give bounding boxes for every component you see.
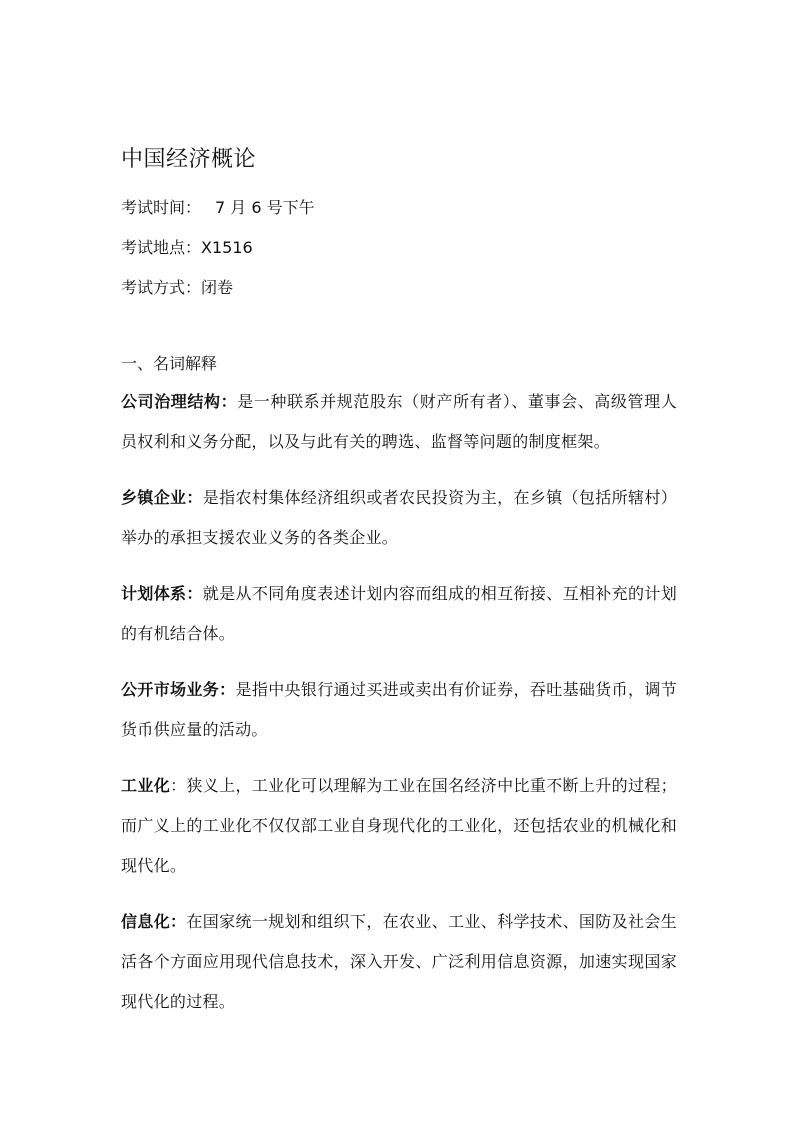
exam-method-label: 考试方式： bbox=[121, 278, 202, 297]
document-title: 中国经济概论 bbox=[121, 147, 257, 172]
exam-time-label: 考试时间： bbox=[121, 198, 202, 217]
exam-method-line bbox=[121, 278, 677, 298]
definition-item bbox=[121, 902, 677, 1022]
definition-text: 是指中央银行通过买进或卖出有价证券，吞吐基础货币，调节货币供应量的活动。 bbox=[121, 680, 677, 739]
definition-item bbox=[121, 382, 677, 462]
section-heading: 一、名词解释 bbox=[121, 354, 218, 373]
definition-text: 在国家统一规划和组织下，在农业、工业、科学技术、国防及社会生活各个方面应用现代信息技术，深入开发、广泛利用信息资源，加速实现国家现代化的过程。 bbox=[121, 912, 677, 1011]
exam-place-value: X1516 bbox=[201, 238, 253, 257]
definition-item bbox=[121, 766, 677, 886]
exam-place-label: 考试地点： bbox=[121, 238, 202, 257]
definition-term: 信息化： bbox=[121, 912, 187, 931]
definition-item bbox=[121, 670, 677, 750]
definition-term: 工业化 bbox=[121, 776, 171, 795]
definition-text: 是指农村集体经济组织或者农民投资为主，在乡镇（包括所辖村）举办的承担支援农业义务的各类企业。 bbox=[121, 488, 677, 547]
definition-text: 就是从不同角度表述计划内容而组成的相互衔接、互相补充的计划的有机结合体。 bbox=[121, 584, 677, 643]
exam-method-value: 闭卷 bbox=[201, 278, 234, 297]
definition-item bbox=[121, 574, 677, 654]
definition-term: 公开市场业务： bbox=[121, 680, 236, 699]
definition-term: 乡镇企业： bbox=[121, 488, 203, 507]
definition-item bbox=[121, 478, 677, 558]
exam-place-line bbox=[121, 238, 677, 258]
definition-term: 公司治理结构： bbox=[121, 392, 238, 411]
definition-text: ：狭义上，工业化可以理解为工业在国名经济中比重不断上升的过程；而广义上的工业化不仅仅部工业自身现代化的工业化，还包括农业的机械化和现代化。 bbox=[121, 776, 677, 875]
document-content bbox=[121, 142, 677, 1038]
definition-term: 计划体系： bbox=[121, 584, 203, 603]
exam-time-value: 7 月 6 号下午 bbox=[215, 198, 315, 217]
exam-time-line bbox=[121, 198, 677, 218]
definition-text: 是一种联系并规范股东（财产所有者）、董事会、高级管理人员权利和义务分配，以及与此有关的聘选、监督等问题的制度框架。 bbox=[121, 392, 677, 451]
